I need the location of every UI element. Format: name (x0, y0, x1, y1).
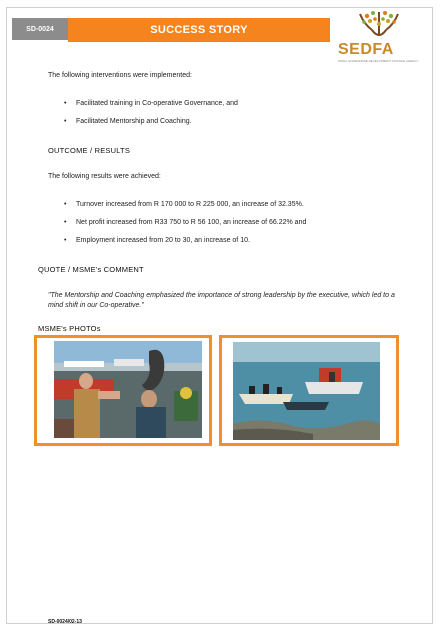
outcome-heading: OUTCOME / RESULTS (48, 146, 131, 155)
document-code: SD-0024 (12, 18, 68, 40)
document-reference: SD-0024/02-13 (48, 619, 82, 625)
outcome-item: • Employment increased from 20 to 30, an increase of 10. (76, 237, 250, 244)
outcome-intro: The following results were achieved: (48, 173, 161, 180)
photo-fishermen (54, 341, 202, 438)
photos-heading: MSME's PHOTOs (38, 324, 101, 333)
quote-text: "The Mentorship and Coaching emphasized the importance of strong leadership by the executive, which led to a mind shift in our Co-operative." (48, 292, 395, 309)
outcome-item: • Turnover increased from R 170 000 to R 225 000, an increase of 32.35%. (76, 201, 304, 208)
interventions-intro: The following interventions were implemented: (48, 72, 192, 79)
logo-wordmark: SEDFA (338, 41, 394, 58)
logo-tree-icon (360, 11, 398, 36)
page-title: SUCCESS STORY (68, 18, 330, 42)
intervention-item: • Facilitated training in Co-operative Governance, and (76, 100, 238, 107)
outcome-item: • Net profit increased from R33 750 to R 56 100, an increase of 66.22% and (76, 219, 306, 226)
quote-heading: QUOTE / MSME's COMMENT (38, 265, 144, 274)
logo-tagline: SMALL ENTERPRISE DEVELOPMENT FINANCE AGENCY (338, 59, 419, 63)
intervention-item: • Facilitated Mentorship and Coaching. (76, 118, 192, 125)
photo-boats (233, 342, 380, 440)
